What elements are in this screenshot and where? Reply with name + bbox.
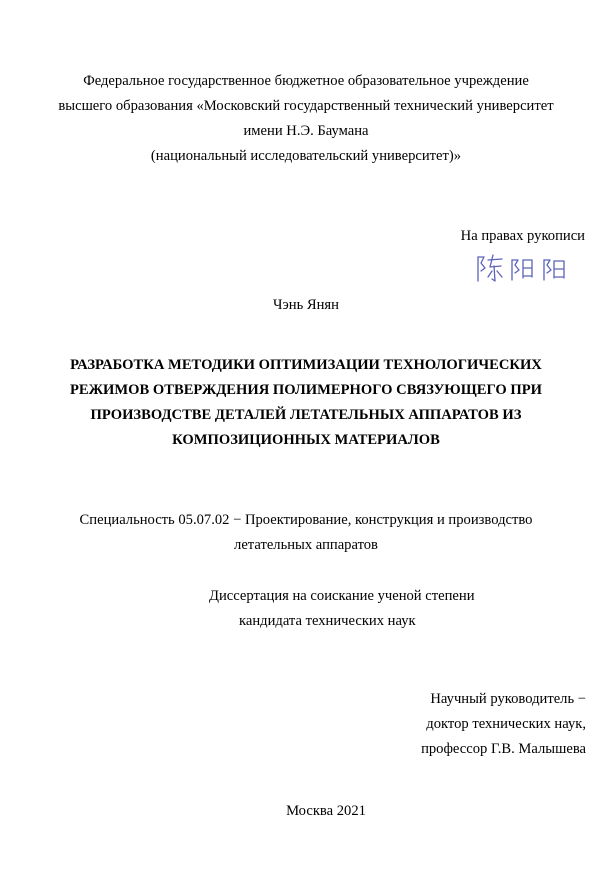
manuscript-note: На правах рукописи — [460, 228, 585, 244]
title-line: КОМПОЗИЦИОННЫХ МАТЕРИАЛОВ — [172, 432, 440, 448]
institution-line: Федеральное государственное бюджетное образовательное учреждение — [83, 73, 529, 89]
signature-image — [474, 252, 574, 284]
degree-line: кандидата технических наук — [239, 613, 416, 629]
institution-line: (национальный исследовательский университет)» — [150, 148, 462, 164]
specialty-line: Специальность 05.07.02 − Проектирование, конструкция и производство — [79, 512, 533, 528]
title-line: ПРОИЗВОДСТВЕ ДЕТАЛЕЙ ЛЕТАТЕЛЬНЫХ АППАРАТОВ ИЗ — [90, 407, 522, 423]
specialty-line: летательных аппаратов — [234, 537, 378, 553]
title-line: РАЗРАБОТКА МЕТОДИКИ ОПТИМИЗАЦИИ ТЕХНОЛОГИЧЕСКИХ — [70, 357, 542, 373]
institution-line: имени Н.Э. Баумана — [243, 123, 369, 139]
supervisor-line: профессор Г.В. Малышева — [421, 741, 586, 757]
title-line: РЕЖИМОВ ОТВЕРЖДЕНИЯ ПОЛИМЕРНОГО СВЯЗУЮЩЕГО ПРИ — [69, 382, 543, 398]
author-name: Чэнь Янян — [273, 297, 339, 313]
degree-line: Диссертация на соискание ученой степени — [209, 588, 475, 604]
city-year: Москва 2021 — [286, 803, 366, 819]
supervisor-line: доктор технических наук, — [426, 716, 586, 732]
supervisor-line: Научный руководитель − — [430, 691, 586, 707]
institution-line: высшего образования «Московский государственный технический университет — [58, 98, 554, 114]
